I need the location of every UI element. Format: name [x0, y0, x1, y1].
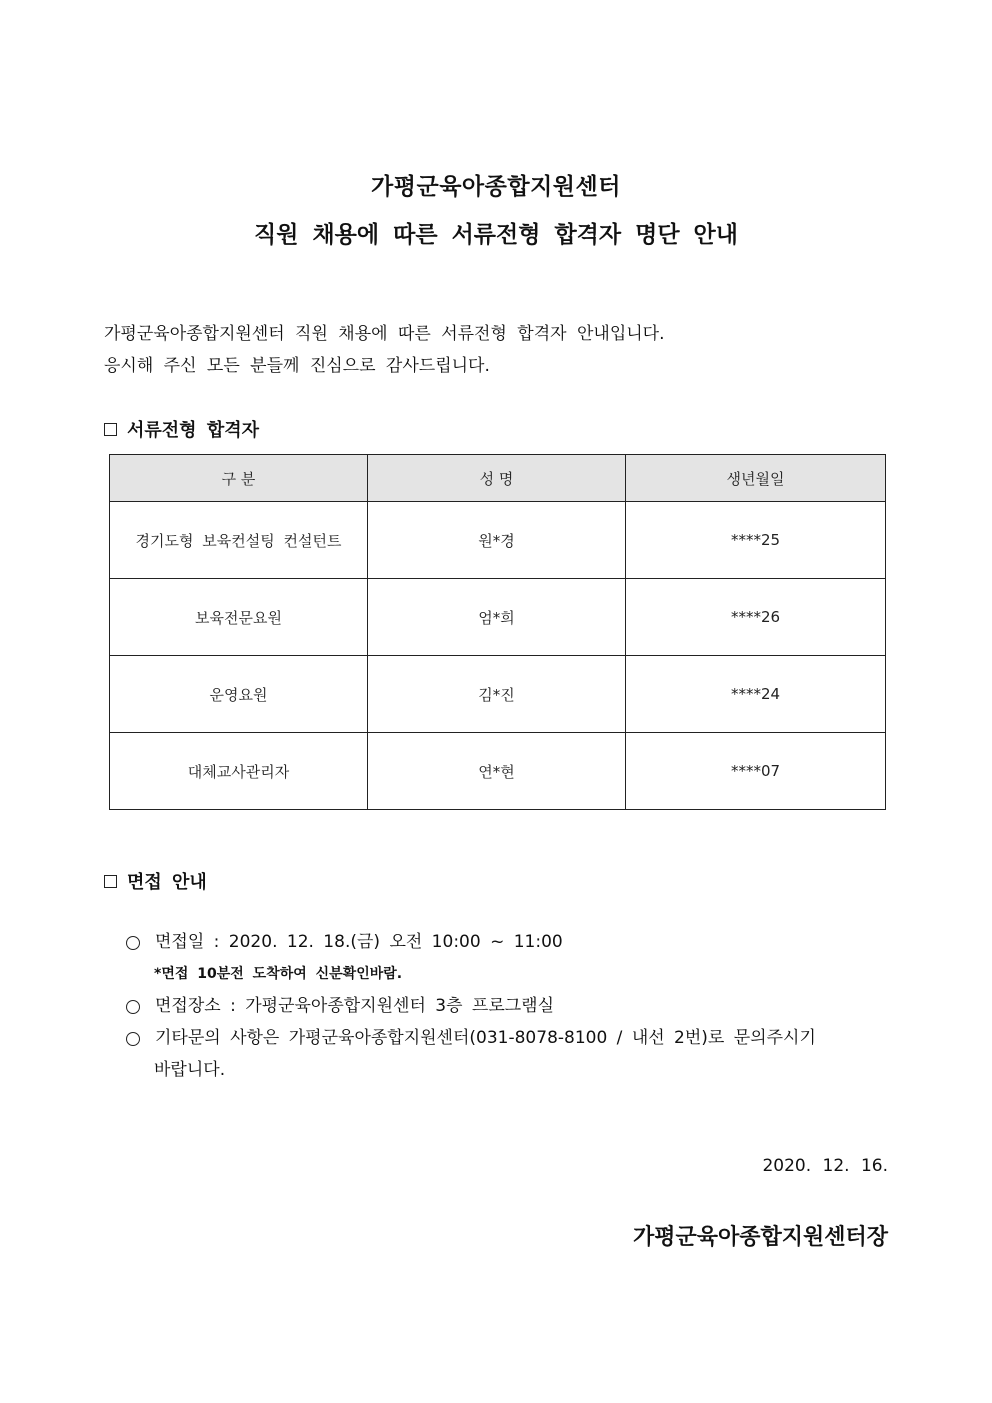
results-section-heading — [104, 416, 259, 442]
document-subtitle: 직원 채용에 따른 서류전형 합격자 명단 안내 — [254, 222, 738, 248]
list-item — [126, 990, 816, 1022]
interview-contact-continued: 바랍니다. — [154, 1060, 226, 1080]
bullet-circle-icon — [126, 1032, 140, 1046]
results-table — [109, 454, 886, 810]
column-header-birthdate: 생년월일 — [626, 455, 886, 502]
cell-position: 운영요원 — [110, 656, 368, 733]
cell-position: 대체교사관리자 — [110, 733, 368, 810]
intro-line-2: 응시해 주신 모든 분들께 진심으로 감사드립니다. — [104, 356, 490, 376]
interview-info — [126, 926, 816, 1086]
table-row — [110, 656, 886, 733]
interview-section-heading — [104, 868, 207, 894]
cell-birthdate: ****24 — [626, 656, 886, 733]
issue-date: 2020. 12. 16. — [762, 1156, 888, 1176]
document-title: 가평군육아종합지원센터 — [371, 174, 621, 200]
column-header-category: 구 분 — [110, 455, 368, 502]
list-item — [126, 1022, 816, 1054]
table-header-row — [110, 455, 886, 502]
bullet-circle-icon — [126, 936, 140, 950]
table-row — [110, 579, 886, 656]
results-heading-label: 서류전형 합격자 — [127, 420, 259, 441]
column-header-name: 성 명 — [368, 455, 626, 502]
table-row — [110, 733, 886, 810]
cell-name: 원*경 — [368, 502, 626, 579]
interview-place: 면접장소 : 가평군육아종합지원센터 3층 프로그램실 — [155, 996, 555, 1016]
cell-birthdate: ****25 — [626, 502, 886, 579]
cell-name: 연*현 — [368, 733, 626, 810]
intro-line-1: 가평군육아종합지원센터 직원 채용에 따른 서류전형 합격자 안내입니다. — [104, 324, 665, 344]
table-row — [110, 502, 886, 579]
list-item — [126, 926, 816, 958]
checkbox-square-icon — [104, 875, 117, 888]
cell-name: 김*진 — [368, 656, 626, 733]
interview-contact: 기타문의 사항은 가평군육아종합지원센터(031-8078-8100 / 내선 2번)로 문의주시기 — [155, 1028, 816, 1048]
interview-note: *면접 10분전 도착하여 신분확인바람. — [154, 966, 403, 982]
signer-name: 가평군육아종합지원센터장 — [632, 1225, 888, 1250]
interview-heading-label: 면접 안내 — [127, 872, 207, 893]
cell-birthdate: ****07 — [626, 733, 886, 810]
cell-birthdate: ****26 — [626, 579, 886, 656]
cell-position: 보육전문요원 — [110, 579, 368, 656]
interview-date: 면접일 : 2020. 12. 18.(금) 오전 10:00 ~ 11:00 — [155, 932, 563, 952]
bullet-circle-icon — [126, 1000, 140, 1014]
cell-name: 엄*희 — [368, 579, 626, 656]
intro-paragraph — [104, 318, 665, 382]
cell-position: 경기도형 보육컨설팅 컨설턴트 — [110, 502, 368, 579]
checkbox-square-icon — [104, 423, 117, 436]
